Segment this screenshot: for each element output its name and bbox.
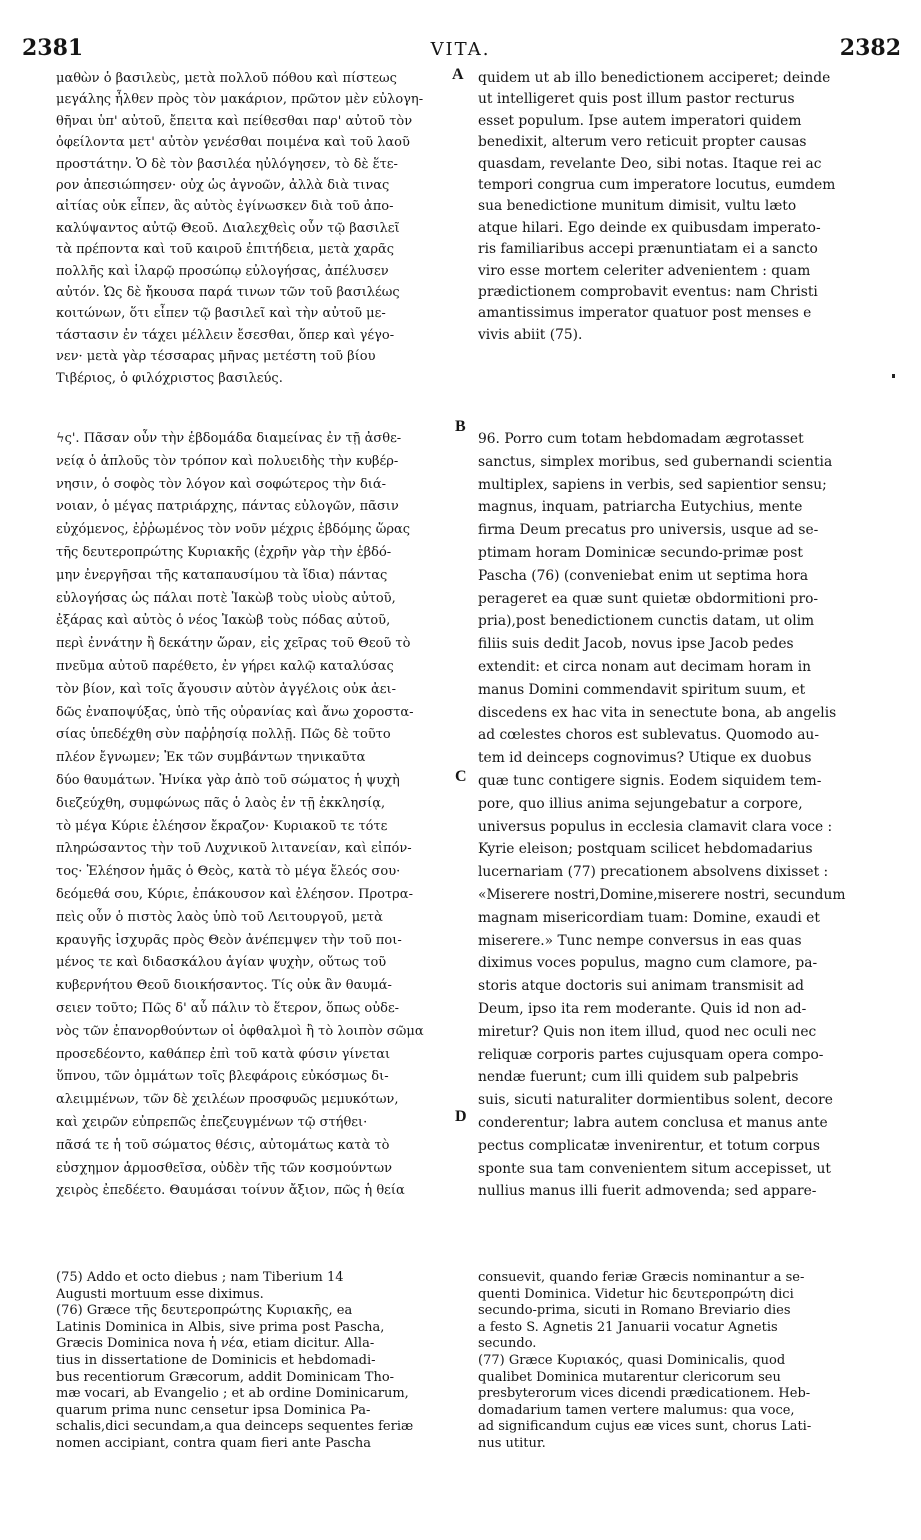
text-line: εὐχόμενος, ἐῤῥωμένος τὸν νοῦν μέχρις ἑβδόμης ὥρας — [56, 522, 411, 538]
text-line: magnam misericordiam tuam: Domine, exaudi et — [478, 909, 820, 926]
text-line: pria),post benedictionem cunctis datam, ut olim — [478, 613, 815, 630]
text-line: ad cœlestes choros est sublevatus. Quomodo au- — [478, 727, 819, 744]
text-line: τὸ μέγα Κύριε ἐλέησον ἔκραζον· Κυριακοῦ τε τότε — [56, 818, 388, 834]
text-line: perageret ea quæ sunt quietæ obdormitioni pro- — [478, 590, 819, 607]
text-line: ϟς'. Πᾶσαν οὖν τὴν ἑβδομάδα διαμείνας ἐν τῇ ἀσθε- — [56, 431, 402, 446]
text-line: benedixit, alterum vero reticuit propter causas — [478, 134, 807, 151]
text-line: quenti Dominica. Videtur hic δευτεροπρώτη dici — [478, 1286, 794, 1302]
greek-column-section-1 — [56, 68, 446, 389]
text-line: αἰτίας οὐκ εἶπεν, ἃς αὐτὸς ἐγίνωσκεν διὰ τοῦ ἀπο- — [56, 199, 394, 215]
text-line: sponte sua tam convenientem situm accepisset, ut — [478, 1160, 831, 1177]
text-line: ὀφείλοντα μετ' αὐτὸν γενέσθαι ποιμένα καὶ τοῦ λαοῦ — [56, 135, 410, 151]
text-line: nus utitur. — [478, 1435, 546, 1451]
text-line: (76) Græce τῆς δευτεροπρώτης Κυριακῆς, ea — [56, 1303, 353, 1319]
text-line: μένος τε καὶ διδασκάλου ἁγίαν ψυχὴν, οὕτως τοῦ — [56, 955, 387, 971]
text-line: universus populus in ecclesia clamavit clara voce : — [478, 818, 833, 835]
text-line: miretur? Quis non item illud, quod nec oculi nec — [478, 1023, 817, 1040]
text-line: εὐλογήσας ὡς πάλαι ποτὲ Ἰακὼβ τοὺς υἱοὺς αὐτοῦ, — [56, 590, 396, 606]
text-line: discedens ex hac vita in senectute bona, ab angelis — [478, 704, 837, 721]
text-line: consuevit, quando feriæ Græcis nominantur a se- — [478, 1270, 805, 1285]
text-line: μην ἐνεργῆσαι τῆς καταπαυσίμου τὰ ἴδια) πάντας — [56, 567, 388, 583]
text-line: χειρὸς ἐπεδέετο. Θαυμάσαι τοίνυν ἄξιον, πῶς ἡ θεία — [56, 1183, 405, 1199]
text-line: reliquæ corporis partes cujusquam opera compo- — [478, 1046, 824, 1063]
text-line: miserere.» Tunc nempe conversus in eas quas — [478, 932, 802, 949]
greek-column-section-96 — [56, 428, 446, 1203]
text-line: διεζεύχθη, συμφώνως πᾶς ὁ λαὸς ἐν τῇ ἐκκλησίᾳ, — [56, 795, 386, 811]
text-line: νείᾳ ὁ ἁπλοῦς τὸν τρόπον καὶ πολυειδὴς τὴν κυβέρ- — [56, 453, 399, 469]
text-line: firma Deum precatus pro universis, usque ad se- — [478, 522, 819, 539]
footnotes-left — [56, 1270, 456, 1453]
text-line: ris familiaribus accepi prænuntiatam ei a sancto — [478, 241, 818, 258]
text-line: κυβερνήτου Θεοῦ διοικήσαντος. Τίς οὐκ ἂν θαυμά- — [56, 978, 392, 994]
text-line: sanctus, simplex moribus, sed gubernandi scientia — [478, 453, 833, 470]
text-line: nullius manus illi fuerit admovenda; sed appare- — [478, 1183, 817, 1200]
text-line: quidem ut ab illo benedictionem acciperet; deinde — [478, 70, 831, 86]
text-line: manus Domini commendavit spiritum suum, et — [478, 681, 806, 698]
text-line: Pascha (76) (conveniebat enim ut septima hora — [478, 567, 809, 584]
text-line: «Miserere nostri,Domine,miserere nostri, secundum — [478, 886, 846, 903]
text-line: κοιτώνων, ὅτι εἶπεν τῷ βασιλεῖ καὶ τὴν αὐτοῦ με- — [56, 306, 386, 322]
text-line: atque hilari. Ego deinde ex quibusdam imperato- — [478, 219, 821, 236]
text-line: θῆναι ὑπ' αὐτοῦ, ἔπειτα καὶ πείθεσθαι παρ' αὐτοῦ τὸν — [56, 113, 413, 129]
text-line: νεν· μετὰ γὰρ τέσσαρας μῆνας μετέστη τοῦ βίου — [56, 349, 376, 365]
text-line: secundo-prima, sicuti in Romano Breviario dies — [478, 1303, 791, 1319]
text-line: δεόμεθά σου, Κύριε, ἐπάκουσον καὶ ἐλέησον. Προτρα- — [56, 886, 413, 902]
text-line: vivis abiit (75). — [478, 326, 583, 343]
text-line: δῶς ἐναποψύξας, ὑπὸ τῆς οὐρανίας καὶ ἄνω χοροστα- — [56, 704, 414, 720]
text-line: δύο θαυμάτων. Ἡνίκα γὰρ ἀπὸ τοῦ σώματος ἡ ψυχὴ — [56, 772, 400, 788]
text-line: amantissimus imperator quatuor post menses e — [478, 305, 812, 322]
text-line: καὶ χειρῶν εὐπρεπῶς ἐπεζευγμένων τῷ στήθει· — [56, 1114, 368, 1130]
margin-marker-a: A — [452, 66, 464, 83]
text-line: τος· Ἐλέησον ἡμᾶς ὁ Θεὸς, κατὰ τὸ μέγα ἔλεός σου· — [56, 864, 401, 880]
text-line: νοιαν, ὁ μέγας πατριάρχης, πάντας εὐλογῶν, πᾶσιν — [56, 499, 399, 515]
text-line: προσεδέοντο, καθάπερ ἐπὶ τοῦ κατὰ φύσιν γίνεται — [56, 1046, 391, 1062]
text-line: ut intelligeret quis post illum pastor recturus — [478, 91, 795, 108]
page-number-left: 2381 — [22, 35, 84, 61]
text-line: Augusti mortuum esse diximus. — [56, 1286, 264, 1302]
margin-marker-b: B — [455, 418, 466, 435]
text-line: (77) Græce Κυριακός, quasi Dominicalis, quod — [478, 1352, 786, 1368]
text-line: ἐξάρας καὶ αὐτὸς ὁ νέος Ἰακὼβ τοὺς πόδας αὐτοῦ, — [56, 613, 391, 629]
text-line: tius in dissertatione de Dominicis et hebdomadi- — [56, 1352, 376, 1368]
text-line: (75) Addo et octo diebus ; nam Tiberium 14 — [56, 1270, 344, 1285]
text-line: diximus voces populus, magno cum clamore, pa- — [478, 955, 818, 972]
text-line: qualibet Dominica mutarentur clericorum seu — [478, 1369, 781, 1385]
text-line: Græcis Dominica nova ἡ νέα, etiam dicitur. Alla- — [56, 1336, 375, 1352]
footnotes-right — [478, 1270, 890, 1453]
text-line: Τιβέριος, ὁ φιλόχριστος βασιλεύς. — [56, 370, 283, 386]
text-line: pore, quo illius anima sejungebatur a corpore, — [478, 795, 803, 812]
text-line: προστάτην. Ὁ δὲ τὸν βασιλέα ηὐλόγησεν, τὸ δὲ ἕτε- — [56, 156, 398, 172]
text-line: domadarium tamen vertere malumus: qua voce, — [478, 1402, 795, 1418]
text-line: storis atque doctoris sui animam transmisit ad — [478, 978, 805, 995]
text-line: μεγάλης ἦλθεν πρὸς τὸν μακάριον, πρῶτον μὲν εὐλογη- — [56, 92, 424, 108]
text-line: καλύψαντος αὐτῷ Θεοῦ. Διαλεχθεὶς οὖν τῷ βασιλεῖ — [56, 220, 400, 236]
text-line: esset populum. Ipse autem imperatori quidem — [478, 112, 802, 129]
text-line: quarum prima nunc censetur ipsa Dominica Pa- — [56, 1402, 371, 1418]
margin-marker-c: C — [455, 768, 467, 785]
ink-speck — [892, 374, 895, 378]
latin-column-section-1 — [478, 68, 888, 346]
text-line: sua benedictione munitum dimisit, vultu læto — [478, 198, 797, 215]
text-line: lucernariam (77) precationem absolvens dixisset : — [478, 864, 829, 881]
text-line: τὰ πρέποντα καὶ τοῦ καιροῦ ἐπιτήδεια, μετὰ χαρᾶς — [56, 242, 395, 258]
text-line: πολλῆς καὶ ἱλαρῷ προσώπῳ εὐλογήσας, ἀπέλυσεν — [56, 263, 389, 279]
text-line: Deum, ipso ita rem moderante. Quis id non ad- — [478, 1000, 807, 1017]
text-line: νησιν, ὁ σοφὸς τὸν λόγον καὶ σοφώτερος τὴν διά- — [56, 476, 387, 492]
text-line: περὶ ἐννάτην ἢ δεκάτην ὥραν, εἰς χεῖρας τοῦ Θεοῦ τὸ — [56, 636, 411, 652]
text-line: Latinis Dominica in Albis, sive prima post Pascha, — [56, 1319, 385, 1335]
text-line: quæ tunc contigere signis. Eodem siquidem tem- — [478, 772, 822, 789]
text-line: πληρώσαντος τὴν τοῦ Λυχνικοῦ λιτανείαν, καὶ εἰπόν- — [56, 841, 412, 857]
text-line: 96. Porro cum totam hebdomadam ægrotasset — [478, 431, 804, 447]
text-line: νὸς τῶν ἐπανορθούντων οἱ ὀφθαλμοὶ ἢ τὸ λοιπὸν σῶμα — [56, 1023, 424, 1039]
text-line: πνεῦμα αὐτοῦ παρέθετο, ἐν γήρει καλῷ καταλύσας — [56, 658, 394, 674]
text-line: secundo. — [478, 1336, 537, 1352]
text-line: αλειμμένων, τῶν δὲ χειλέων προσφυῶς μεμυκότων, — [56, 1092, 399, 1108]
margin-marker-d: D — [455, 1108, 467, 1125]
text-line: ad significandum cujus eæ vices sunt, chorus Lati- — [478, 1419, 812, 1435]
text-line: αὐτόν. Ὡς δὲ ἤκουσα παρά τινων τῶν τοῦ βασιλέως — [56, 285, 400, 301]
text-line: Kyrie eleison; postquam scilicet hebdomadarius — [478, 841, 813, 858]
text-line: conderentur; labra autem conclusa et manus ante — [478, 1114, 828, 1131]
text-line: τάστασιν ἐν τάχει μέλλειν ἔσεσθαι, ὅπερ καὶ γέγο- — [56, 327, 395, 343]
text-line: a festo S. Agnetis 21 Januarii vocatur Agnetis — [478, 1319, 778, 1335]
text-line: τὸν βίον, καὶ τοῖς ἄγουσιν αὐτὸν ἀγγέλοις οὐκ ἀει- — [56, 681, 396, 697]
text-line: schalis,dici secundam,a qua deinceps sequentes feriæ — [56, 1419, 414, 1435]
text-line: ρον ἀπεσιώπησεν· οὐχ ὡς ἀγνοῶν, ἀλλὰ διὰ τινας — [56, 178, 390, 194]
text-line: nomen accipiant, contra quam fieri ante Pascha — [56, 1435, 372, 1451]
text-line: εὐσχημον ἁρμοσθεῖσα, οὐδὲν τῆς τῶν κοσμούντων — [56, 1160, 393, 1176]
text-line: τῆς δευτεροπρώτης Κυριακῆς (ἐχρῆν γὰρ τὴν ἑβδό- — [56, 544, 392, 560]
text-line: presbyterorum vices dicendi prædicationem. Heb- — [478, 1386, 811, 1402]
text-line: tem id deinceps cognovimus? Utique ex duobus — [478, 750, 812, 767]
text-line: πεὶς οὖν ὁ πιστὸς λαὸς ὑπὸ τοῦ Λειτουργοῦ, μετὰ — [56, 909, 383, 925]
latin-column-section-96 — [478, 428, 888, 1203]
text-line: κραυγῆς ἰσχυρᾶς πρὸς Θεὸν ἀνέπεμψεν τὴν τοῦ ποι- — [56, 932, 402, 948]
text-line: magnus, inquam, patriarcha Eutychius, mente — [478, 499, 803, 516]
text-line: ὕπνου, τῶν ὀμμάτων τοῖς βλεφάροις εὐκόσμως δι- — [56, 1069, 389, 1085]
text-line: tempori congrua cum imperatore locutus, eumdem — [478, 177, 836, 194]
text-line: bus recentiorum Græcorum, addit Dominicam Tho- — [56, 1369, 395, 1385]
text-line: quasdam, revelante Deo, sibi notas. Itaque rei ac — [478, 155, 822, 172]
text-line: μαθὼν ὁ βασιλεὺς, μετὰ πολλοῦ πόθου καὶ πίστεως — [56, 71, 397, 86]
text-line: nendæ fuerunt; cum illi quidem sub palpebris — [478, 1069, 799, 1086]
text-line: extendit: et circa nonam aut decimam horam in — [478, 658, 812, 675]
text-line: suis, sicuti naturaliter dormientibus solent, decore — [478, 1092, 833, 1109]
text-line: viro esse mortem celeriter advenientem : quam — [478, 262, 811, 279]
text-line: pectus complicatæ invenirentur, et totum corpus — [478, 1137, 820, 1154]
text-line: ptimam horam Dominicæ secundo-primæ post — [478, 544, 803, 561]
running-title: VITA. — [430, 39, 491, 60]
text-line: prædictionem comprobavit eventus: nam Christi — [478, 284, 818, 301]
text-line: πᾶσά τε ἡ τοῦ σώματος θέσις, αὐτομάτως κατὰ τὸ — [56, 1137, 390, 1153]
text-line: multiplex, sapiens in verbis, sed sapientior sensu; — [478, 476, 827, 493]
text-line: σίας ὑπεδέχθη σὺν παῤῥησίᾳ πολλῇ. Πῶς δὲ τοῦτο — [56, 727, 391, 743]
page-number-right: 2382 — [839, 35, 901, 61]
text-line: σειεν τοῦτο; Πῶς δ' αὖ πάλιν τὸ ἕτερον, ὅπως οὐδε- — [56, 1000, 400, 1016]
text-line: filiis suis dedit Jacob, novus ipse Jacob pedes — [478, 636, 794, 653]
text-line: mæ vocari, ab Evangelio ; et ab ordine Dominicarum, — [56, 1386, 409, 1402]
text-line: πλέον ἔγνωμεν; Ἐκ τῶν συμβάντων τηνικαῦτα — [56, 750, 366, 766]
